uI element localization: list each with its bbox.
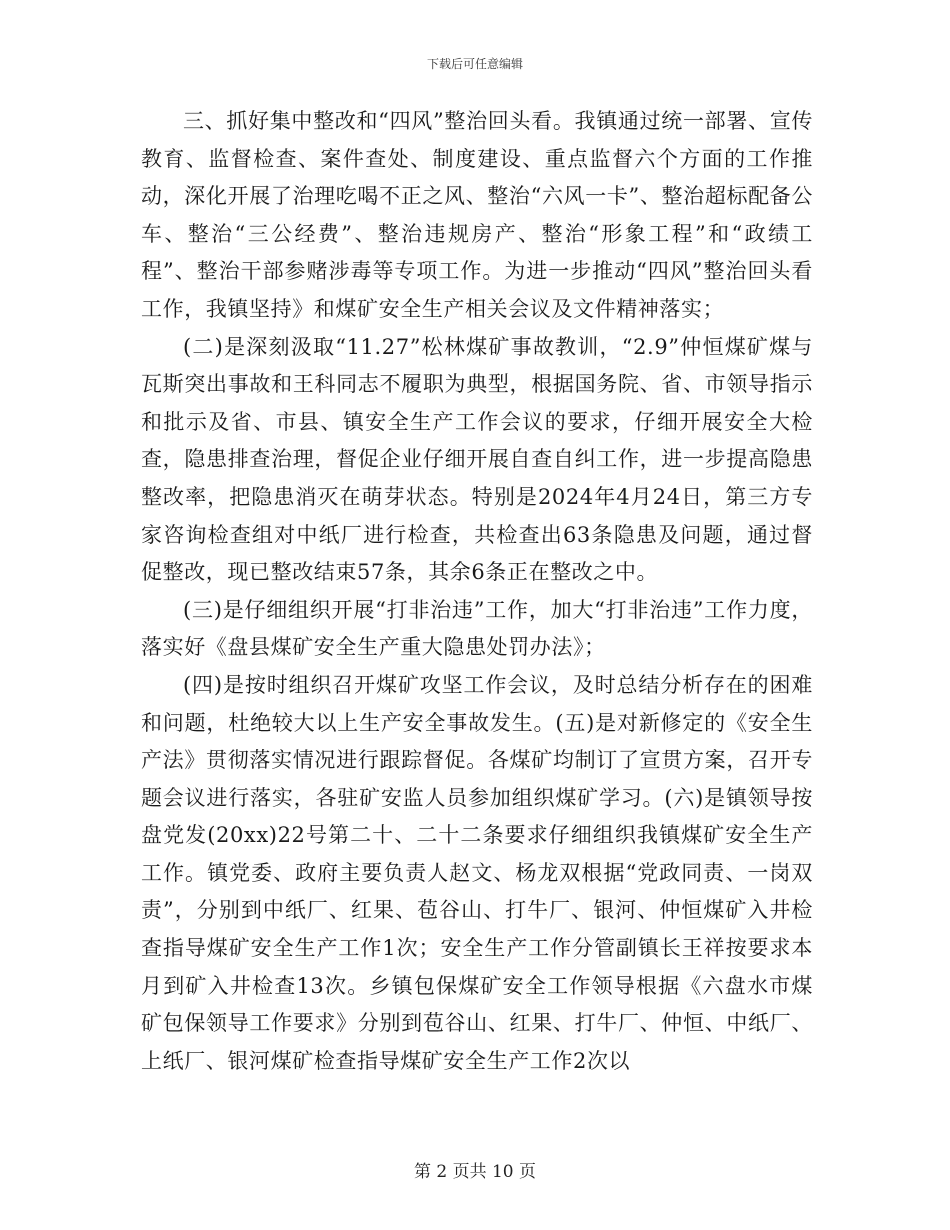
page-number: 第 2 页共 10 页 [413, 1162, 537, 1182]
document-body [141, 103, 813, 1080]
paragraph-item-four: (四)是按时组织召开煤矿攻坚工作会议，及时总结分析存在的困难和问题，杜绝较大以上生产安全事故发生。(五)是对新修定的《安全生产法》贯彻落实情况进行跟踪督促。各煤矿均制订了宣贯方案，召开专题会议进行落实，各驻矿安监人员参加组织煤矿学习。(六)是镇领导按盘党发(20xx)22号第二十、二十二条要求仔细组织我镇煤矿安全生产工作。镇党委、政府主要负责人赵文、杨龙双根据“党政同责、一岗双责”，分别到中纸厂、红果、苞谷山、打牛厂、银河、仲恒煤矿入井检查指导煤矿安全生产工作1次；安全生产工作分管副镇长王祥按要求本月到矿入井检查13次。乡镇包保煤矿安全工作领导根据《六盘水市煤矿包保领导工作要求》分别到苞谷山、红果、打牛厂、仲恒、中纸厂、上纸厂、银河煤矿检查指导煤矿安全生产工作2次以 [141, 672, 813, 1073]
paragraph-section-three: 三、抓好集中整改和“四风”整治回头看。我镇通过统一部署、宣传教育、监督检查、案件查处、制度建设、重点监督六个方面的工作推动，深化开展了治理吃喝不正之风、整治“六风一卡”、整治超标配备公车、整治“三公经费”、整治违规房产、整治“形象工程”和“政绩工程”、整治干部参赌涉毒等专项工作。为进一步推动“四风”整治回头看工作，我镇坚持》和煤矿安全生产相关会议及文件精神落实； [141, 109, 813, 321]
page-header-note: 下载后可任意编辑 [426, 57, 523, 71]
paragraph-item-two: (二)是深刻汲取“11.27”松林煤矿事故教训，“2.9”仲恒煤矿煤与瓦斯突出事故和王科同志不履职为典型，根据国务院、省、市领导指示和批示及省、市县、镇安全生产工作会议的要求，仔细开展安全大检查，隐患排查治理，督促企业仔细开展自查自纠工作，进一步提高隐患整改率，把隐患消灭在萌芽状态。特别是2024年4月24日，第三方专家咨询检查组对中纸厂进行检查，共检查出63条隐患及问题，通过督促整改，现已整改结束57条，其余6条正在整改之中。 [141, 334, 813, 585]
paragraph-item-three: (三)是仔细组织开展“打非治违”工作，加大“打非治违”工作力度，落实好《盘县煤矿安全生产重大隐患处罚办法》； [141, 597, 813, 660]
